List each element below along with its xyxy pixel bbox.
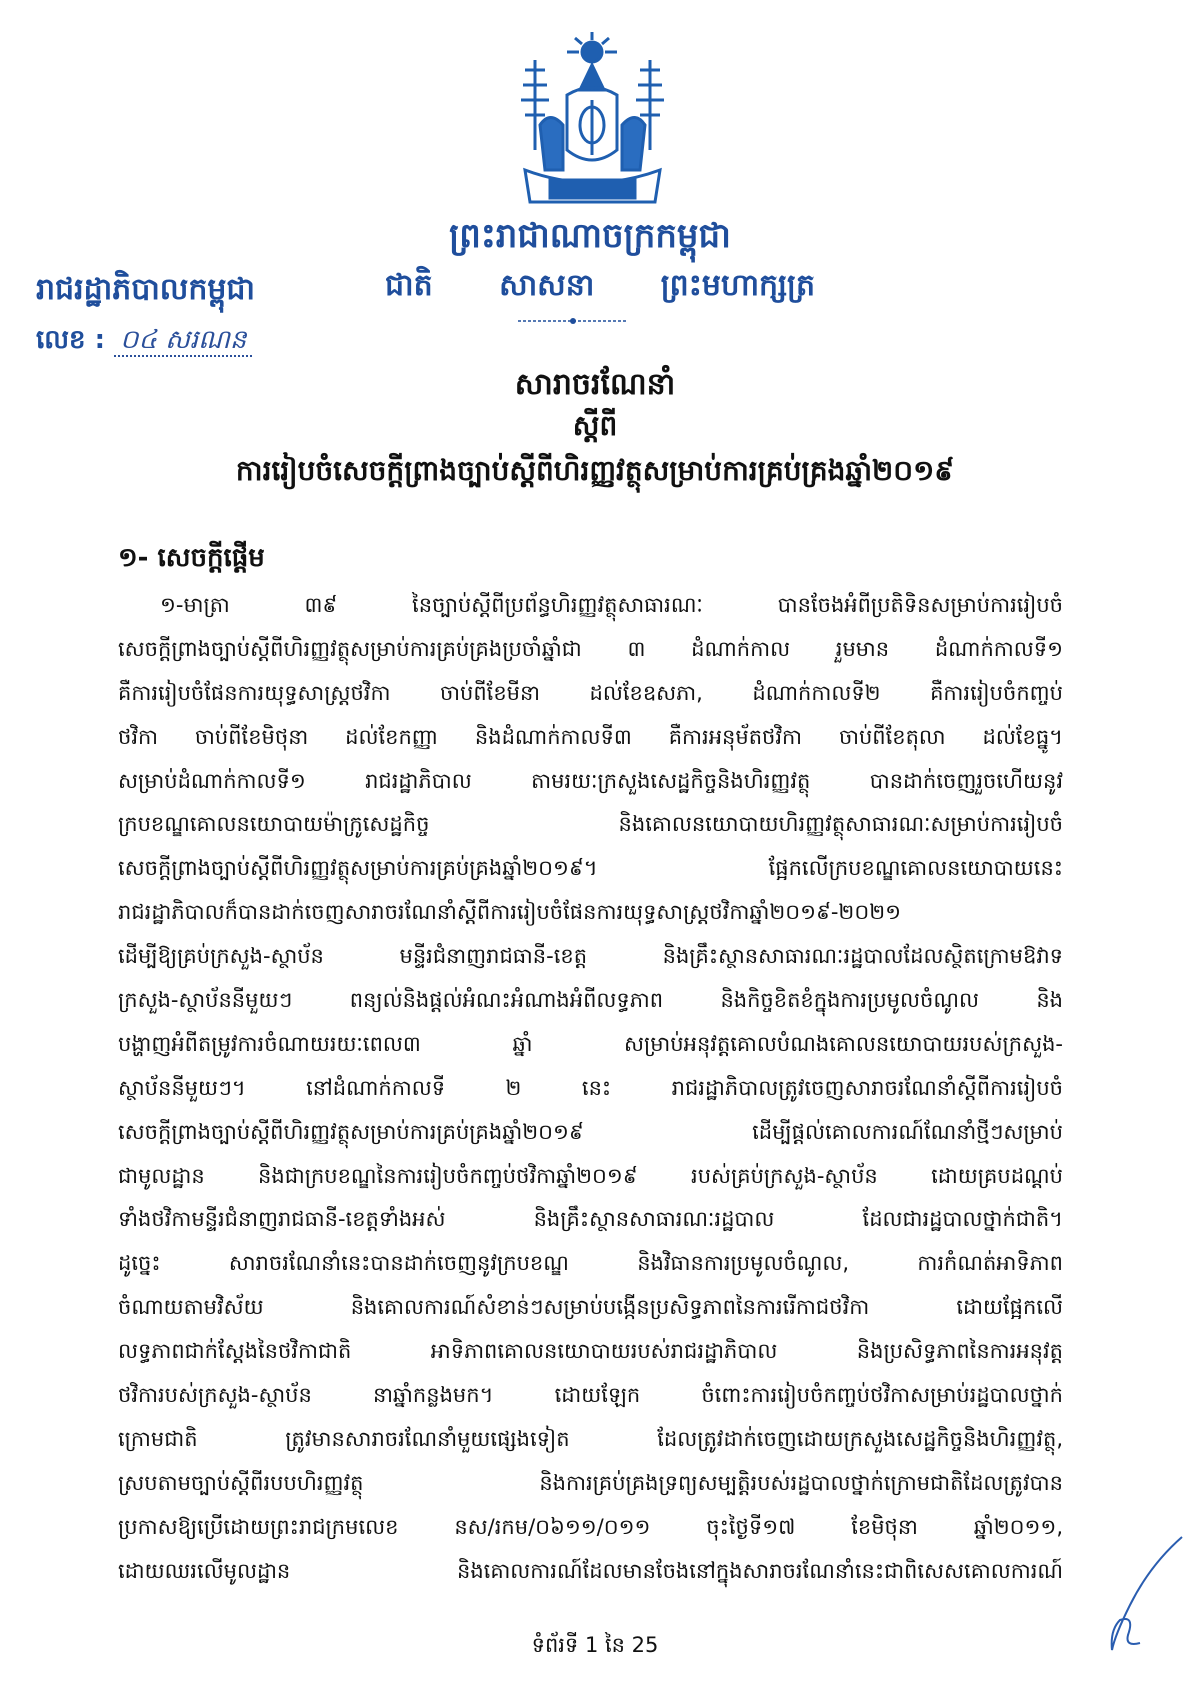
page-number: ទំព័រទី 1 នៃ 25 <box>531 1633 659 1657</box>
text-line: ចំណាយតាមវិស័យ និងគោលការណ៍សំខាន់ៗសម្រាប់បង្កើនប្រសិទ្ធភាពនៃការរើកាជថវិកា ដោយផ្អែកលើ <box>118 1295 1063 1320</box>
document-subject: ការរៀបចំសេចក្តីព្រាងច្បាប់ស្តីពីហិរញ្ញវត្ថុសម្រាប់ការគ្រប់គ្រងឆ្នាំ២០១៩ <box>235 454 955 487</box>
text-line: ស្របតាមច្បាប់ស្តីពីរបបហិរញ្ញវត្ថុ និងការគ្រប់គ្រងទ្រព្យសម្បត្តិរបស់រដ្ឋបាលថ្នាក់ក្រោមជាតិដែលត្រូវបាន <box>118 1470 1063 1495</box>
text-line: ក្របខណ្ឌគោលនយោបាយម៉ាក្រូសេដ្ឋកិច្ច និងគោលនយោបាយហិរញ្ញវត្ថុសាធារណៈសម្រាប់ការរៀបចំ <box>118 812 1063 837</box>
text-line: ដោយឈរលើមូលដ្ឋាន និងគោលការណ៍ដែលមានចែងនៅក្នុងសារាចរណែនាំនេះជាពិសេសគោលការណ៍ <box>118 1558 1063 1583</box>
kingdom-title: ព្រះរាជាណាចក្រកម្ពុជា <box>449 216 731 256</box>
text-line: លទ្ធភាពជាក់ស្តែងនៃថវិកាជាតិ អាទិភាពគោលនយោបាយរបស់រាជរដ្ឋាភិបាល និងប្រសិទ្ធភាពនៃការអនុវត្ត <box>118 1339 1063 1364</box>
text-line: សេចក្តីព្រាងច្បាប់ស្តីពីហិរញ្ញវត្ថុសម្រាប់ការគ្រប់គ្រងឆ្នាំ២០១៩។ ផ្អែកលើក្របខណ្ឌគោលនយោបាយនេះ <box>118 856 1063 881</box>
text-line: សេចក្តីព្រាងច្បាប់ស្តីពីហិរញ្ញវត្ថុសម្រាប់ការគ្រប់គ្រងឆ្នាំ២០១៩ ដើម្បីផ្តល់គោលការណ៍ណែនាំថ្មីៗសម្រាប់ <box>118 1119 1063 1144</box>
text-line: រាជរដ្ឋាភិបាលក៏បានដាក់ចេញសារាចរណែនាំស្តីពីការរៀបចំផែនការយុទ្ធសាស្ត្រថវិកាឆ្នាំ២០១៩-២០២១ <box>118 900 901 925</box>
reference-line <box>36 323 252 361</box>
motto-nation: ជាតិ <box>385 268 433 303</box>
text-line: ដើម្បីឱ្យគ្រប់ក្រសួង-ស្ថាប័ន មន្ទីរជំនាញរាជធានី-ខេត្ត និងគ្រឹះស្ថានសាធារណៈរដ្ឋបាលដែលស្ថិតក្រោមឱវាទ <box>118 944 1063 969</box>
document-type: សារាចរណែនាំ <box>514 367 676 402</box>
document-about: ស្តីពី <box>572 409 618 442</box>
text-line: ស្ថាប័ននីមួយៗ។ នៅដំណាក់កាលទី ២ នេះ រាជរដ្ឋាភិបាលត្រូវចេញសារាចរណែនាំស្តីពីការរៀបចំ <box>118 1075 1063 1100</box>
motto-king: ព្រះមហាក្សត្រ <box>660 268 815 303</box>
reference-number: ០៤ សរណន <box>114 325 252 357</box>
text-line: ទាំងថវិកាមន្ទីរជំនាញរាជធានី-ខេត្តទាំងអស់ និងគ្រឹះស្ថានសាធារណៈរដ្ឋបាល ដែលជារដ្ឋបាលថ្នាក់ជាតិ។ <box>118 1207 1063 1232</box>
text-line: ដូច្នេះ សារាចរណែនាំនេះបានដាក់ចេញនូវក្របខណ្ឌ និងវិធានការប្រមូលចំណូល, ការកំណត់អាទិភាព <box>118 1251 1063 1276</box>
text-line: សេចក្តីព្រាងច្បាប់ស្តីពីហិរញ្ញវត្ថុសម្រាប់ការគ្រប់គ្រងប្រចាំឆ្នាំជា ៣ ដំណាក់កាល រួមមាន ដំណាក់កាលទី១ <box>118 636 1063 661</box>
royal-arms-emblem-icon <box>505 30 680 210</box>
section-heading: ១- សេចក្តីផ្តើម <box>118 543 265 573</box>
national-motto <box>385 266 815 310</box>
divider-ornament <box>518 316 628 326</box>
text-line: ថវិកា ចាប់ពីខែមិថុនា ដល់ខែកញ្ញា និងដំណាក់កាលទី៣ គឺការអនុម័តថវិកា ចាប់ពីខែតុលា ដល់ខែធ្នូ។ <box>118 724 1063 749</box>
text-line: ប្រកាសឱ្យប្រើដោយព្រះរាជក្រមលេខ នស/រកម/០៦១១/០១១ ចុះថ្ងៃទី១៧ ខែមិថុនា ឆ្នាំ២០១១, <box>118 1514 1063 1539</box>
government-name: រាជរដ្ឋាភិបាលកម្ពុជា <box>36 272 255 307</box>
text-line: សម្រាប់ដំណាក់កាលទី១ រាជរដ្ឋាភិបាល តាមរយៈក្រសួងសេដ្ឋកិច្ចនិងហិរញ្ញវត្ថុ បានដាក់ចេញរួចហើយនូវ <box>118 768 1063 793</box>
text-line: គឺការរៀបចំផែនការយុទ្ធសាស្ត្រថវិកា ចាប់ពីខែមីនា ដល់ខែឧសភា, ដំណាក់កាលទី២ គឺការរៀបចំកញ្ចប់ <box>118 680 1063 705</box>
motto-religion: សាសនា <box>499 268 595 303</box>
text-line: ១-មាត្រា ៣៩ នៃច្បាប់ស្តីពីប្រព័ន្ធហិរញ្ញវត្ថុសាធារណៈ បានចែងអំពីប្រតិទិនសម្រាប់ការរៀបចំ <box>160 593 1063 617</box>
text-line: ក្រោមជាតិ ត្រូវមានសារាចរណែនាំមួយផ្សេងទៀត ដែលត្រូវដាក់ចេញដោយក្រសួងសេដ្ឋកិច្ចនិងហិរញ្ញវត្ថុ, <box>118 1426 1063 1451</box>
text-line: ក្រសួង-ស្ថាប័ននីមួយៗ ពន្យល់និងផ្តល់អំណះអំណាងអំពីលទ្ធភាព និងកិច្ចខិតខំក្នុងការប្រមូលចំណូល និង <box>118 988 1063 1013</box>
text-line: ជាមូលដ្ឋាន និងជាក្របខណ្ឌនៃការរៀបចំកញ្ចប់ថវិកាឆ្នាំ២០១៩ របស់គ្រប់ក្រសួង-ស្ថាប័ន ដោយគ្របដណ្តប់ <box>118 1163 1063 1188</box>
reference-label: លេខ : <box>36 325 105 355</box>
text-line: ថវិការបស់ក្រសួង-ស្ថាប័ន នាឆ្នាំកន្លងមក។ ដោយឡែក ចំពោះការរៀបចំកញ្ចប់ថវិកាសម្រាប់រដ្ឋបាលថ្នាក់ <box>118 1383 1063 1408</box>
body-paragraph <box>118 584 1063 1593</box>
text-line: បង្ហាញអំពីតម្រូវការចំណាយរយៈពេល៣ ឆ្នាំ សម្រាប់អនុវត្តគោលបំណងគោលនយោបាយរបស់ក្រសួង- <box>118 1031 1063 1056</box>
